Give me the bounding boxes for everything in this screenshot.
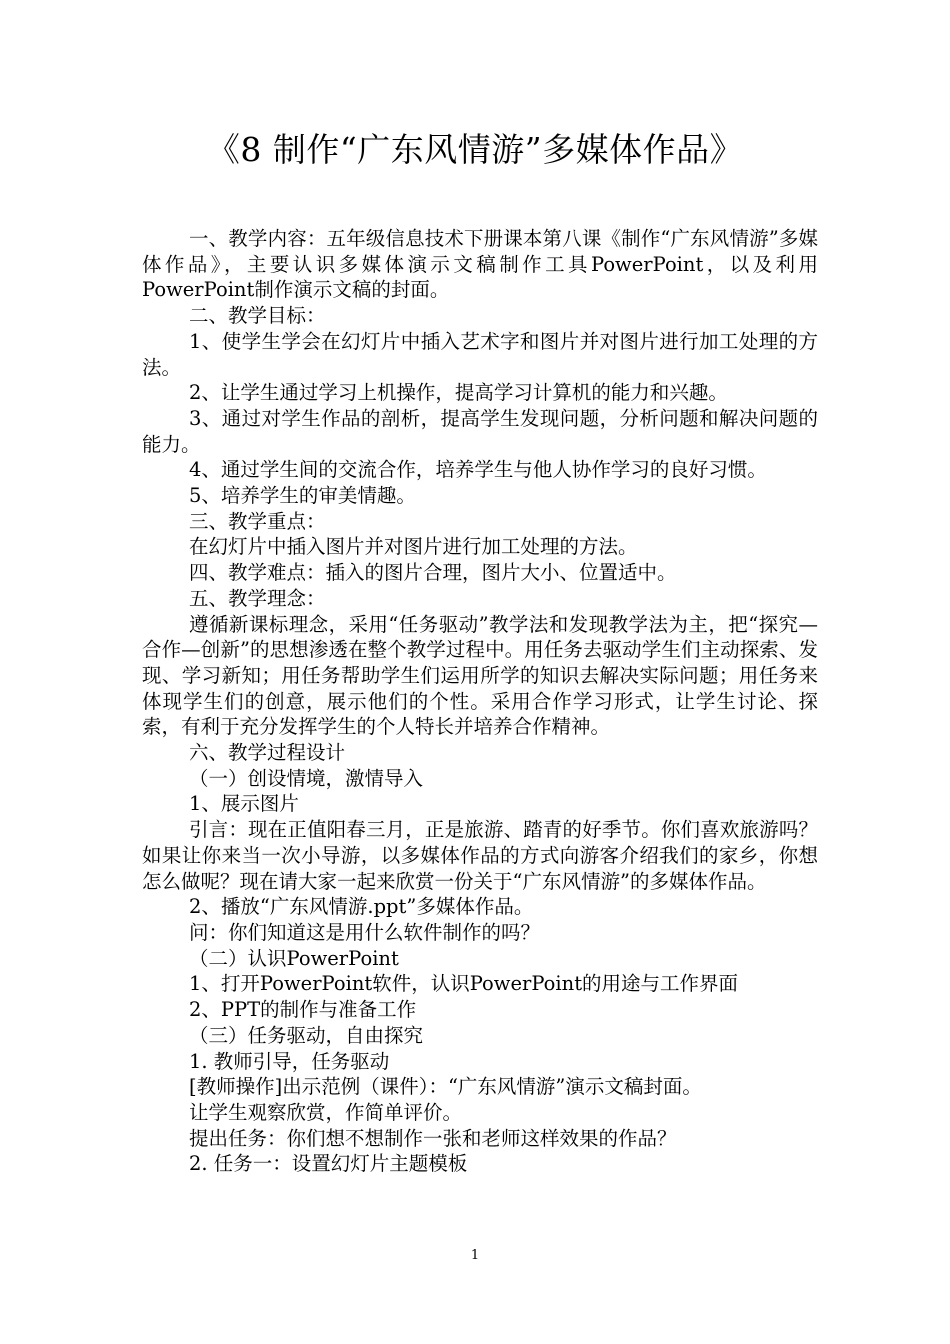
heading-teaching-goals: 二、教学目标：: [189, 304, 326, 328]
paragraph-question: 问：你们知道这是用什么软件制作的吗？: [189, 920, 541, 944]
paragraph-teacher-guide: 1. 教师引导，任务驱动: [189, 1049, 390, 1073]
paragraph-teaching-focus: 在幻灯片中插入图片并对图片进行加工处理的方法。: [189, 535, 638, 559]
paragraph-introduction: 引言：现在正值阳春三月，正是旅游、踏青的好季节。你们喜欢旅游吗？如果让你来当一次小导游，以多媒体作品的方式向游客介绍我们的家乡，你想怎么做呢？现在请大家一起来欣赏一份关于“广东风情游”的多媒体作品。: [142, 818, 818, 893]
document-title: 《8 制作“广东风情游”多媒体作品》: [206, 130, 744, 169]
paragraph-task-one: 2. 任务一：设置幻灯片主题模板: [189, 1152, 468, 1176]
paragraph-ppt-preparation: 2、PPT的制作与准备工作: [189, 998, 417, 1022]
page-number: 1: [470, 1248, 480, 1263]
paragraph-student-observe: 让学生观察欣赏，作简单评价。: [189, 1100, 463, 1124]
paragraph-play-ppt: 2、播放“广东风情游.ppt”多媒体作品。: [189, 895, 534, 919]
paragraph-open-powerpoint: 1、打开PowerPoint软件，认识PowerPoint的用途与工作界面: [189, 972, 739, 996]
heading-teaching-focus: 三、教学重点：: [189, 509, 326, 533]
paragraph-goal-3: 3、通过对学生作品的剖析，提高学生发现问题，分析问题和解决问题的能力。: [142, 406, 818, 456]
heading-section-1: （一）创设情境，激情导入: [189, 766, 424, 790]
paragraph-propose-task: 提出任务：你们想不想制作一张和老师这样效果的作品？: [189, 1126, 677, 1150]
paragraph-show-pictures: 1、展示图片: [189, 792, 299, 816]
paragraph-teaching-difficulty: 四、教学难点：插入的图片合理，图片大小、位置适中。: [189, 561, 677, 585]
paragraph-goal-5: 5、培养学生的审美情趣。: [189, 484, 416, 508]
heading-teaching-philosophy: 五、教学理念：: [189, 586, 326, 610]
heading-section-3: （三）任务驱动，自由探究: [189, 1023, 424, 1047]
paragraph-goal-2: 2、让学生通过学习上机操作，提高学习计算机的能力和兴趣。: [189, 381, 728, 405]
heading-section-2: （二）认识PowerPoint: [189, 946, 399, 970]
paragraph-teacher-operation: [教师操作]出示范例（课件）：“广东风情游”演示文稿封面。: [189, 1075, 702, 1099]
document-body: [142, 226, 818, 1177]
paragraph-goal-4: 4、通过学生间的交流合作，培养学生与他人协作学习的良好习惯。: [189, 458, 767, 482]
heading-teaching-process: 六、教学过程设计: [189, 741, 346, 765]
paragraph-goal-1: 1、使学生学会在幻灯片中插入艺术字和图片并对图片进行加工处理的方法。: [142, 329, 818, 379]
paragraph-teaching-content: 一、教学内容：五年级信息技术下册课本第八课《制作“广东风情游”多媒体作品》，主要认识多媒体演示文稿制作工具PowerPoint，以及利用PowerPoint制作演示文稿的封面。: [142, 227, 818, 302]
paragraph-teaching-philosophy: 遵循新课标理念，采用“任务驱动”教学法和发现教学法为主，把“探究—合作—创新”的思想渗透在整个教学过程中。用任务去驱动学生们主动探索、发现、学习新知；用任务帮助学生们运用所学的知识去解决实际问题；用任务来体现学生们的创意，展示他们的个性。采用合作学习形式，让学生讨论、探索，有利于充分发挥学生的个人特长并培养合作精神。: [142, 612, 818, 739]
